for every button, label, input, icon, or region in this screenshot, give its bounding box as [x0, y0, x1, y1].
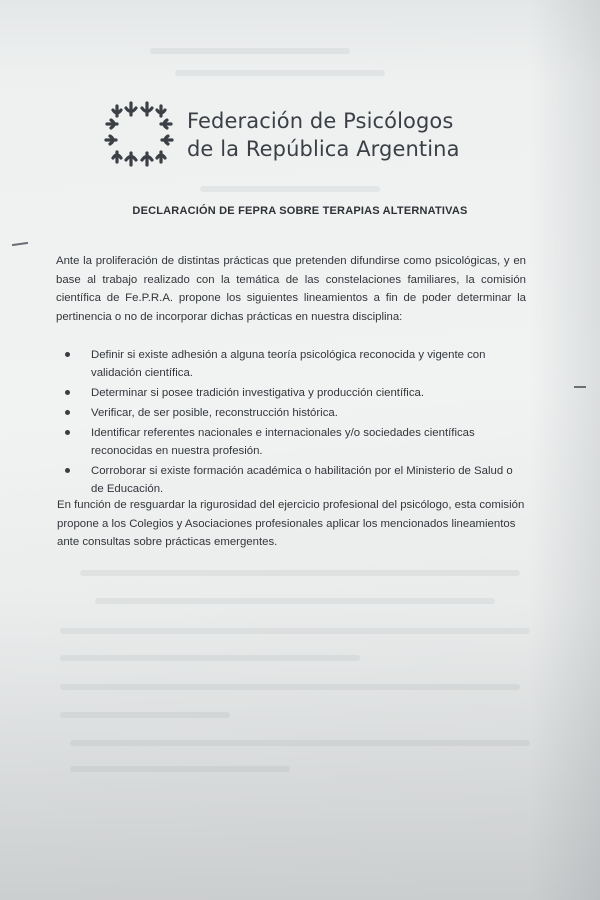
- bullet-icon: [65, 390, 70, 395]
- list-item: [63, 462, 523, 498]
- list-item-text: Verificar, de ser posible, reconstrucción histórica.: [91, 407, 338, 419]
- list-item: [63, 346, 523, 382]
- pen-mark: [12, 242, 28, 246]
- list-item: [63, 424, 523, 460]
- bleed-through-line: [150, 48, 350, 54]
- organization-name: [187, 107, 460, 163]
- bleed-through-line: [200, 186, 380, 192]
- closing-paragraph: En función de resguardar la rigurosidad del ejercicio profesional del psicólogo, esta comisión propone a los Colegios y Asociaciones profesionales aplicar los mencionados lineamientos ante consultas sobre prácticas emergentes.: [57, 499, 525, 548]
- bleed-through-line: [175, 70, 385, 76]
- organization-name-line1: Federación de Psicólogos: [187, 109, 454, 133]
- document-title: DECLARACIÓN DE FEPRA SOBRE TERAPIAS ALTERNATIVAS: [132, 205, 468, 217]
- list-item-text: Definir si existe adhesión a alguna teoría psicológica reconocida y vigente con validación científica.: [91, 349, 486, 379]
- bullet-icon: [65, 410, 70, 415]
- bullet-icon: [65, 468, 70, 473]
- list-item: [63, 384, 523, 402]
- page-shading-top: [0, 0, 600, 80]
- bullet-icon: [65, 430, 70, 435]
- list-item-text: Corroborar si existe formación académica o habilitación por el Ministerio de Salud o de Educación.: [91, 465, 513, 495]
- list-item: [63, 404, 523, 422]
- guidelines-list: [63, 346, 523, 500]
- page-shading-bottom: [0, 600, 600, 900]
- list-item-text: Determinar si posee tradición investigativa y producción científica.: [91, 387, 425, 399]
- organization-name-line2: de la República Argentina: [187, 137, 460, 161]
- fepra-emblem-icon: [103, 100, 175, 168]
- bleed-through-line: [80, 570, 520, 576]
- intro-paragraph: Ante la proliferación de distintas prácticas que pretenden difundirse como psicológicas, y en base al trabajo realizado con la temática de las constelaciones familiares, la comisión científica de Fe.P.R.A. propone los siguientes lineamientos a fin de poder determinar la pertinencia o no de incorporar dichas prácticas en nuestra disciplina:: [56, 255, 526, 323]
- bullet-icon: [65, 352, 70, 357]
- list-item-text: Identificar referentes nacionales e internacionales y/o sociedades científicas reconocidas en nuestra profesión.: [91, 427, 475, 457]
